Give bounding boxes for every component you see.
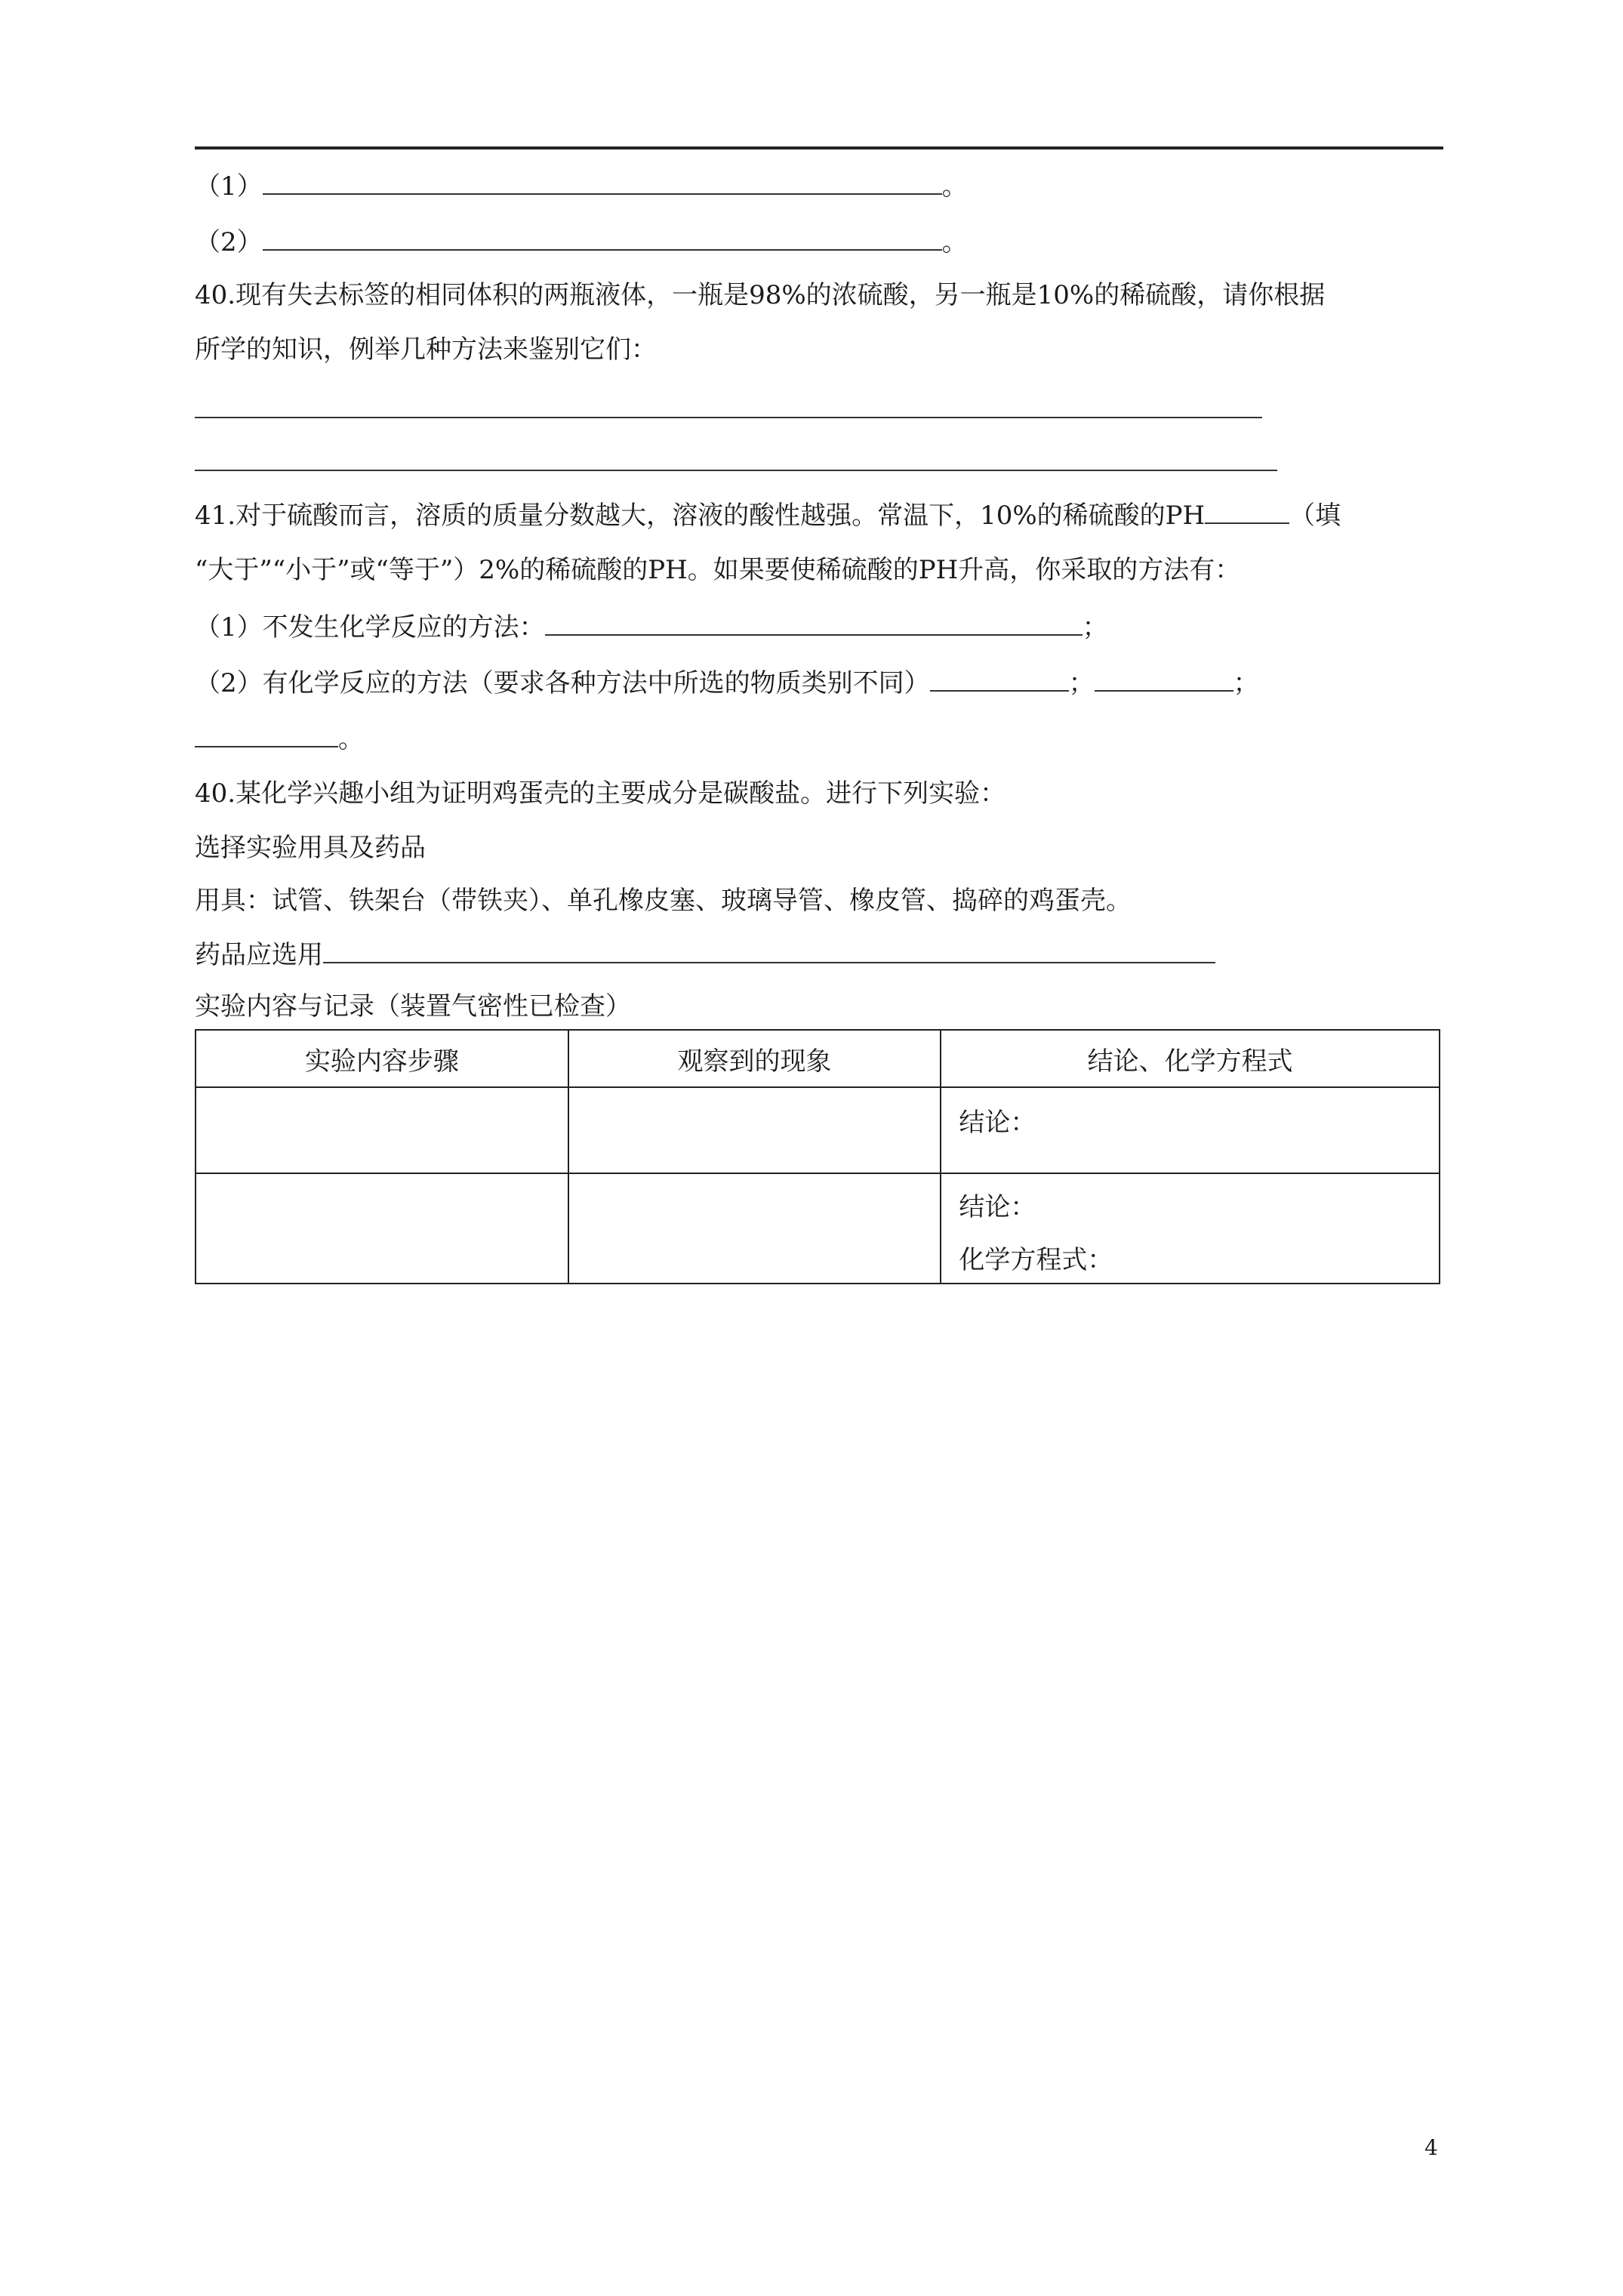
table-cell-observation[interactable] xyxy=(568,1173,941,1284)
header-rule xyxy=(195,146,1443,149)
q40a-line1: 40.现有失去标签的相同体积的两瓶液体，一瓶是98%的浓硫酸，另一瓶是10%的稀硫酸，请你根据 xyxy=(195,280,1326,310)
answer-blank[interactable] xyxy=(263,168,942,195)
table-header: 结论、化学方程式 xyxy=(941,1030,1440,1087)
answer-blank[interactable] xyxy=(195,720,338,747)
table-row xyxy=(196,1173,1440,1284)
table-cell-step[interactable] xyxy=(196,1087,568,1173)
q41-line5: 。 xyxy=(195,720,364,757)
conclusion-label: 结论： xyxy=(959,1108,1036,1138)
page-number: 4 xyxy=(1424,2135,1438,2160)
table-header: 实验内容步骤 xyxy=(196,1030,568,1087)
table-header: 观察到的现象 xyxy=(568,1030,941,1087)
table-cell-observation[interactable] xyxy=(568,1087,941,1173)
answer-blank[interactable] xyxy=(545,609,1083,636)
q41-line4: （2）有化学反应的方法（要求各种方法中所选的物质类别不同） ； ； xyxy=(195,664,1259,701)
table-header-row xyxy=(196,1030,1440,1087)
table-row xyxy=(196,1087,1440,1173)
answer-line[interactable] xyxy=(195,470,1277,471)
q40b-line2: 选择实验用具及药品 xyxy=(195,833,426,863)
answer-blank[interactable] xyxy=(323,936,1215,963)
equation-label: 化学方程式： xyxy=(959,1245,1113,1275)
answer-blank[interactable] xyxy=(930,664,1069,692)
answer-blank[interactable] xyxy=(263,223,942,251)
answer-blank[interactable] xyxy=(1205,497,1289,524)
q39-part2: （2） 。 xyxy=(195,223,968,260)
table-cell-conclusion[interactable] xyxy=(941,1087,1440,1173)
answer-line[interactable] xyxy=(195,417,1262,418)
q40a-line2: 所学的知识，例举几种方法来鉴别它们： xyxy=(195,334,657,365)
experiment-table xyxy=(195,1029,1440,1284)
q39-part1: （1） 。 xyxy=(195,168,968,204)
q40b-line4: 药品应选用 xyxy=(195,936,1215,972)
table-cell-step[interactable] xyxy=(196,1173,568,1284)
q41-line3: （1）不发生化学反应的方法： ； xyxy=(195,609,1108,645)
q40b-line1: 40.某化学兴趣小组为证明鸡蛋壳的主要成分是碳酸盐。进行下列实验： xyxy=(195,778,1006,809)
table-cell-conclusion[interactable] xyxy=(941,1173,1440,1284)
q41-line1: 41.对于硫酸而言，溶质的质量分数越大，溶液的酸性越强。常温下，10%的稀硫酸的PH （填 xyxy=(195,497,1341,533)
conclusion-label: 结论： xyxy=(959,1192,1036,1222)
answer-blank[interactable] xyxy=(1095,664,1233,692)
q41-line2: “大于”“小于”或“等于”）2%的稀硫酸的PH。如果要使稀硫酸的PH升高，你采取的方法有： xyxy=(195,555,1241,585)
q40b-line3: 用具：试管、铁架台（带铁夹）、单孔橡皮塞、玻璃导管、橡皮管、捣碎的鸡蛋壳。 xyxy=(195,886,1132,916)
q40b-line5: 实验内容与记录（装置气密性已检查） xyxy=(195,991,631,1022)
